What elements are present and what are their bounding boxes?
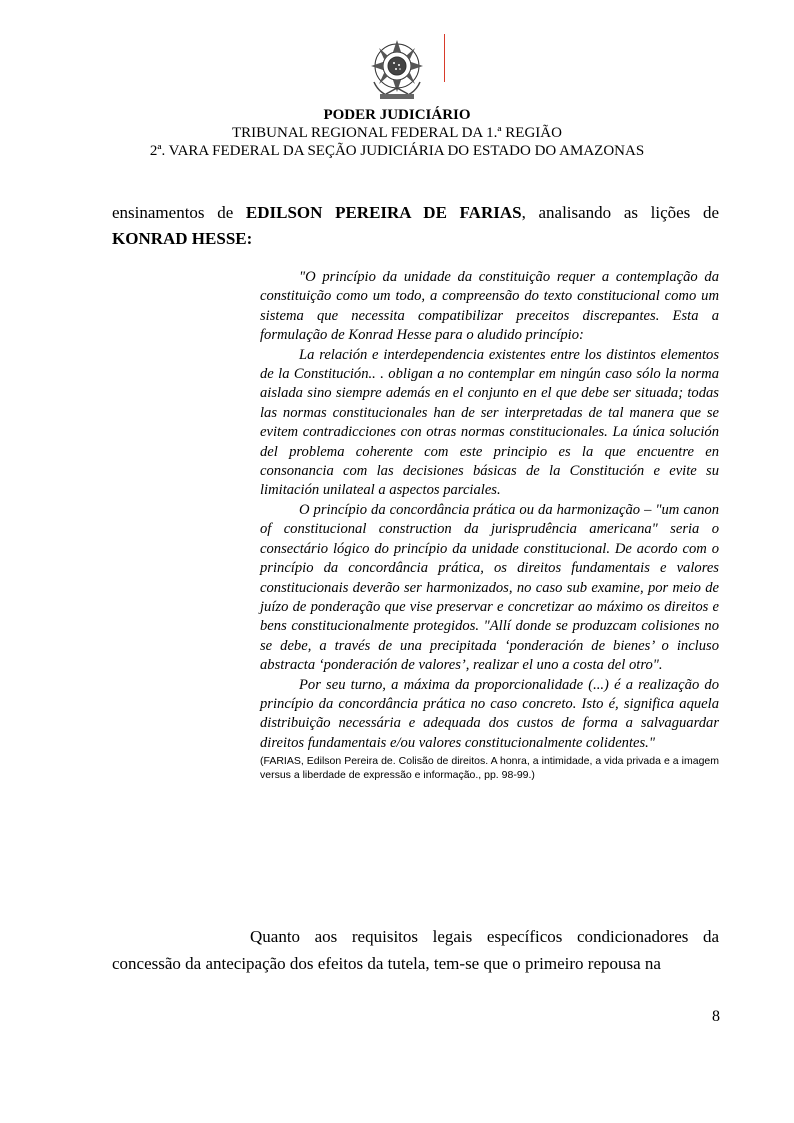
quote-paragraph-2: La relación e interdependencia existentes entre los distintos elementos de la Constitución.. . obligan a no contemplar em ningún caso sólo la norma aislada sino siempre además en el conjunto en el que debe ser situada; todas las normas constitucionales han de ser interpretadas de tal manera que se evitem contradicciones con otras normas constitucionales. La única solución del problema coherente com este principio es la que encuentre en consonancia com las decisiones básicas de la Constitución e evite su limitación unilateal a aspectos parciales.: [260, 346, 719, 499]
coat-of-arms-icon: [366, 36, 428, 102]
header-line-2: TRIBUNAL REGIONAL FEDERAL DA 1.ª REGIÃO: [232, 125, 562, 141]
quote-paragraph-1: "O princípio da unidade da constituição requer a contemplação da constituição como um todo, a compreensão do texto constitucional como um sistema que necessita compatibilizar preceitos discrepantes. Esta a formulação de Konrad Hesse para o aludido princípio:: [260, 269, 719, 344]
intro-subject: KONRAD HESSE:: [112, 229, 253, 248]
intro-text-middle: , analisando as lições de: [521, 203, 719, 222]
header-line-3: 2ª. VARA FEDERAL DA SEÇÃO JUDICIÁRIA DO ESTADO DO AMAZONAS: [149, 143, 645, 159]
quote-citation: (FARIAS, Edilson Pereira de. Colisão de direitos. A honra, a intimidade, a vida privada e a imagem versus a liberdade de expressão e informação., pp. 98-99.): [260, 755, 719, 781]
intro-author: EDILSON PEREIRA DE FARIAS: [245, 203, 522, 222]
closing-text: Quanto aos requisitos legais específicos condicionadores da concessão da antecipação dos efeitos da tutela, tem-se que o primeiro repousa na: [112, 927, 719, 973]
quote-paragraph-4: Por seu turno, a máxima da proporcionalidade (...) é a realização do princípio da concordância prática no caso concreto. Isto é, significa aquela distribuição necessária e adequada dos custos de forma a salvaguardar direitos fundamentais e/ou valores constitucionalmente colidentes.": [260, 676, 719, 751]
quote-paragraph-3: O princípio da concordância prática ou da harmonização – "um canon of constitucional construction da jurisprudência americana" seria o consectário lógico do princípio da unidade constitucional. De acordo com o princípio da concordância prática, os direitos fundamentais e valores constitucionais deverão ser harmonizados, no caso sub examine, por meio de juízo de ponderação que vise preservar e concretizar ao máximo os direitos e bens constitucionalmente protegidos. "Allí donde se produzcam colisiones no se debe, a través de una precipitada ‘ponderación de bienes’ o incluso abstracta ‘ponderación de valores’, realizar el uno a costa del otro".: [260, 501, 719, 674]
closing-paragraph: [112, 923, 719, 977]
header-line-1: PODER JUDICIÁRIO: [323, 107, 471, 123]
document-header: [0, 36, 794, 160]
page-number: 8: [712, 1008, 720, 1025]
block-quote: [260, 268, 719, 782]
intro-text-before: ensinamentos de: [112, 203, 246, 222]
intro-paragraph: [112, 200, 719, 252]
